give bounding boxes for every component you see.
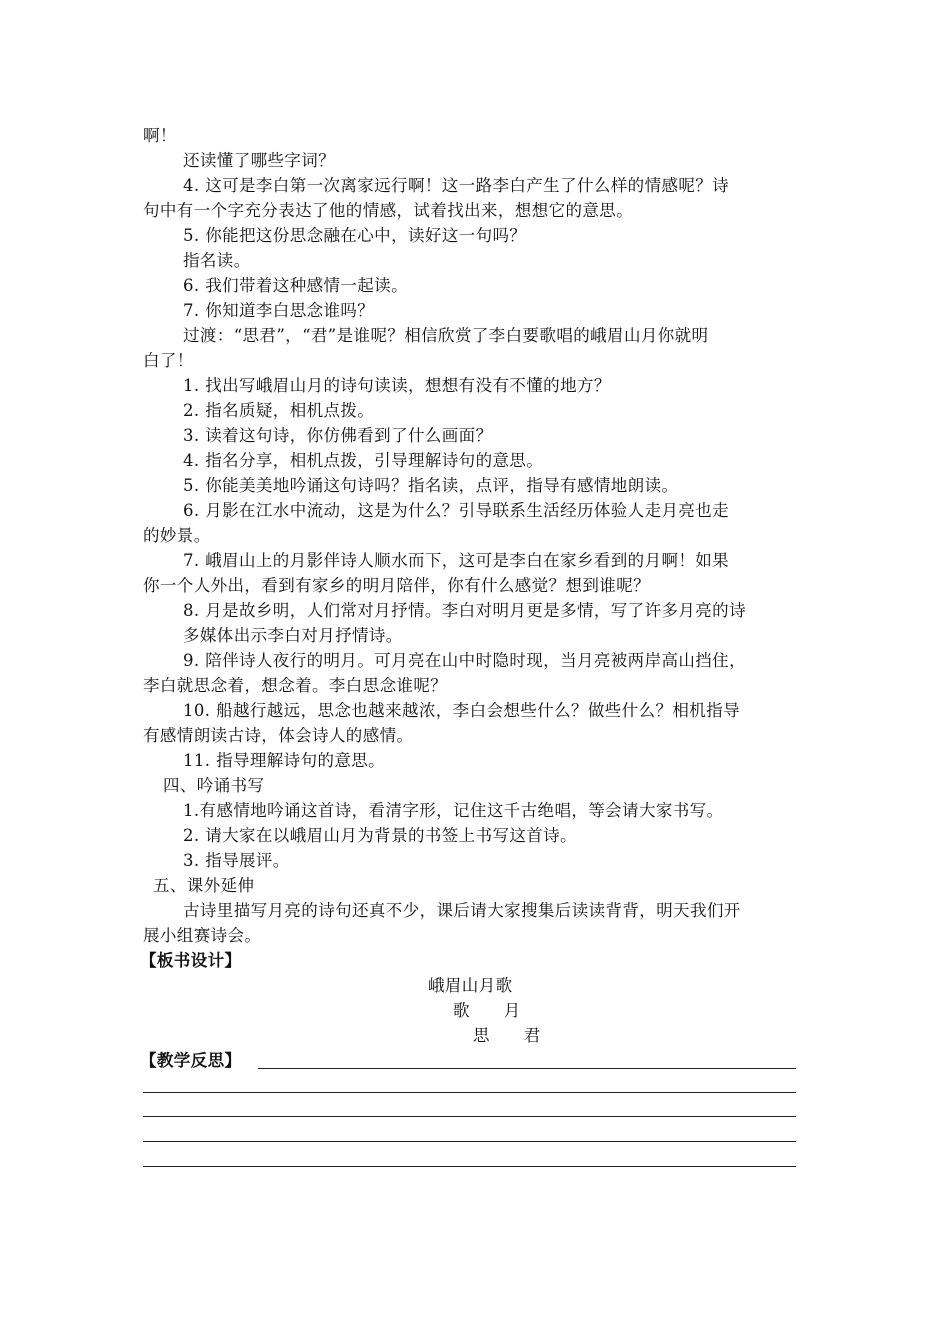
reflection-blank-line[interactable]	[143, 1141, 796, 1142]
board-title: 峨眉山月歌	[428, 976, 513, 995]
text-line: 多媒体出示李白对月抒情诗。	[183, 626, 403, 645]
text-line: 1. 找出写峨眉山月的诗句读读，想想有没有不懂的地方？	[183, 376, 611, 395]
text-line: 还读懂了哪些字词？	[183, 151, 336, 170]
text-line: 8. 月是故乡明，人们常对月抒情。李白对明月更是多情，写了许多月亮的诗	[183, 601, 746, 620]
text-line: 你一个人外出，看到有家乡的明月陪伴，你有什么感觉？想到谁呢？	[143, 576, 650, 595]
text-line: 啊！	[143, 126, 177, 145]
text-line: 10. 船越行越远，思念也越来越浓，李白会想些什么？做些什么？相机指导	[183, 701, 740, 720]
text-line: 5. 你能把这份思念融在心中，读好这一句吗？	[183, 226, 527, 245]
text-line: 6. 月影在江水中流动，这是为什么？引导联系生活经历体验人走月亮也走	[183, 501, 730, 520]
text-line: 6. 我们带着这种感情一起读。	[183, 276, 408, 295]
text-line: 2. 请大家在以峨眉山月为背景的书签上书写这首诗。	[183, 826, 577, 845]
text-line: 有感情朗读古诗，体会诗人的感情。	[143, 726, 414, 745]
text-line: 1.有感情地吟诵这首诗，看清字形，记住这千古绝唱，等会请大家书写。	[183, 801, 724, 820]
board-row-1: 歌 月	[453, 1001, 521, 1020]
text-line: 3. 读着这句诗，你仿佛看到了什么画面？	[183, 426, 493, 445]
board-design-heading: 【板书设计】	[140, 951, 242, 970]
reflection-blank-line[interactable]	[143, 1092, 796, 1093]
board-row-2: 思 君	[473, 1026, 541, 1045]
text-line: 展小组赛诗会。	[143, 926, 262, 945]
section-heading: 四、吟诵书写	[163, 776, 265, 795]
text-line: 古诗里描写月亮的诗句还真不少，课后请大家搜集后读读背背，明天我们开	[183, 901, 741, 920]
reflection-blank-line[interactable]	[258, 1068, 796, 1069]
text-line: 4. 指名分享，相机点拨，引导理解诗句的意思。	[183, 451, 544, 470]
text-line: 过渡：“思君”，“君”是谁呢？相信欣赏了李白要歌唱的峨眉山月你就明	[183, 326, 709, 345]
text-line: 白了！	[143, 351, 194, 370]
text-line: 李白就思念着，想念着。李白思念谁呢？	[143, 676, 448, 695]
text-line: 9. 陪伴诗人夜行的明月。可月亮在山中时隐时现，当月亮被两岸高山挡住，	[183, 651, 746, 670]
reflection-heading: 【教学反思】	[140, 1051, 242, 1070]
text-line: 句中有一个字充分表达了他的情感，试着找出来，想想它的意思。	[143, 201, 634, 220]
text-line: 11. 指导理解诗句的意思。	[183, 751, 386, 770]
text-line: 5. 你能美美地吟诵这句诗吗？指名读，点评，指导有感情地朗读。	[183, 476, 679, 495]
text-line: 7. 峨眉山上的月影伴诗人顺水而下，这可是李白在家乡看到的月啊！如果	[183, 551, 730, 570]
reflection-blank-line[interactable]	[143, 1166, 796, 1167]
text-line: 2. 指名质疑，相机点拨。	[183, 401, 375, 420]
text-line: 3. 指导展评。	[183, 851, 290, 870]
text-line: 的妙景。	[143, 526, 211, 545]
text-line: 指名读。	[183, 251, 251, 270]
text-line: 7. 你知道李白思念谁吗？	[183, 301, 375, 320]
reflection-blank-line[interactable]	[143, 1116, 796, 1117]
section-heading: 五、课外延伸	[153, 876, 255, 895]
text-line: 4. 这可是李白第一次离家远行啊！这一路李白产生了什么样的情感呢？诗	[183, 176, 730, 195]
